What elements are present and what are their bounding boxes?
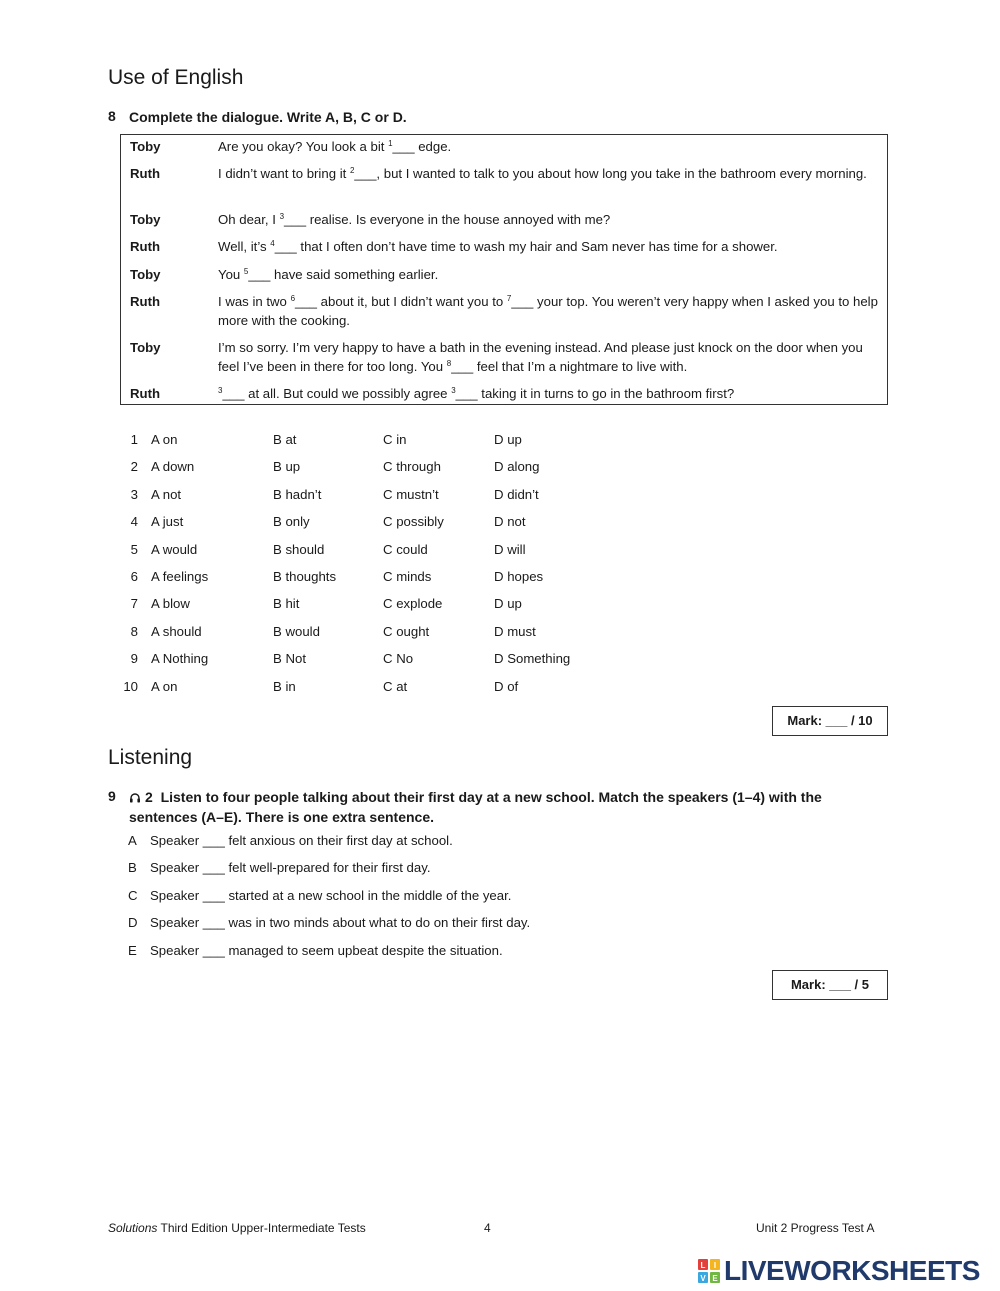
sentence-text: Speaker ___ managed to seem upbeat despite the situation. [150, 942, 503, 958]
dialogue-fragment: Are you okay? You look a bit [218, 139, 389, 154]
svg-text:E: E [712, 1274, 718, 1283]
dialogue-fragment: ___ your top. You weren’t very happy when I asked you to help more with the cooking. [218, 294, 878, 328]
option-a: A on [151, 678, 178, 694]
speaker-name: Toby [130, 267, 161, 282]
option-c: C could [383, 541, 428, 557]
option-c: C mustn’t [383, 486, 439, 502]
footer-test-name: Unit 2 Progress Test A [756, 1221, 875, 1235]
option-a: A should [151, 623, 202, 639]
speaker-name: Ruth [130, 386, 161, 401]
dialogue-fragment: ___, but I wanted to talk to you about how long you take in the bathroom every morning. [354, 166, 867, 181]
headphones-icon [129, 790, 141, 808]
sentence-letter: D [128, 915, 138, 931]
option-c: C No [383, 651, 414, 667]
dialogue-text [218, 237, 878, 256]
sentence-text: Speaker ___ was in two minds about what to do on their first day. [150, 915, 531, 931]
gap-number: 3 [279, 212, 285, 221]
option-d: D of [494, 678, 519, 694]
option-b: B up [273, 459, 301, 475]
speaker-name: Ruth [130, 166, 161, 181]
section-heading-listening: Listening [108, 746, 193, 769]
option-c: C in [383, 432, 407, 447]
option-b: B should [273, 541, 325, 557]
option-number: 5 [130, 541, 138, 557]
option-b: B thoughts [273, 569, 337, 584]
option-number: 1 [130, 432, 138, 447]
dialogue-fragment: Oh dear, I [218, 212, 280, 227]
dialogue-fragment: ___ about it, but I didn’t want you to [295, 294, 507, 309]
option-b: B only [273, 514, 310, 530]
option-c: C ought [383, 623, 430, 639]
sentence-letter: B [128, 860, 137, 876]
track-number: 2 [145, 789, 153, 805]
option-d: D up [494, 432, 522, 447]
dialogue-box [120, 134, 888, 405]
task-number: 9 [108, 788, 116, 804]
option-d: D Something [494, 651, 571, 667]
dialogue-text [218, 137, 878, 156]
dialogue-fragment: I was in two [218, 294, 291, 309]
section-heading-use-of-english: Use of English [108, 66, 244, 89]
svg-text:L: L [700, 1261, 706, 1270]
option-number: 3 [130, 486, 138, 502]
dialogue-text [218, 265, 878, 284]
option-a: A just [151, 514, 184, 530]
option-a: A feelings [151, 569, 209, 584]
gap-number: 7 [506, 294, 512, 303]
option-c: C through [383, 459, 441, 475]
task-9-text [129, 788, 869, 826]
dialogue-fragment: ___ that I often don’t have time to wash my hair and Sam never has time for a shower. [274, 239, 778, 254]
task-title: Listen to four people talking about their first day at a new school. Match the speakers (1–4) with the sentences (A–E). There is one extra sentence. [129, 789, 822, 825]
dialogue-fragment: I didn’t want to bring it [218, 166, 350, 181]
mark-box-task-8: Mark: ___ / 10 [772, 706, 888, 736]
sentence-letter: C [128, 887, 138, 903]
option-c: C at [383, 678, 408, 694]
book-title-rest: Third Edition Upper-Intermediate Tests [157, 1221, 366, 1235]
option-a: A not [151, 486, 182, 502]
option-d: D must [494, 623, 536, 639]
speaker-name: Ruth [130, 239, 161, 254]
gap-number: 3 [451, 386, 456, 395]
task-8-instruction [108, 108, 888, 128]
dialogue-fragment: I’m so sorry. I’m very happy to have a bath in the evening instead. And please just knock on the door when you feel I’ve been in there for too long. You [218, 340, 863, 374]
sentence-letter: A [128, 833, 137, 848]
option-d: D along [494, 459, 540, 475]
gap-number: 4 [270, 239, 275, 248]
speaker-name: Toby [130, 340, 161, 355]
option-a: A down [151, 459, 195, 475]
dialogue-text [218, 210, 878, 229]
dialogue-fragment: ___ have said something earlier. [248, 267, 439, 282]
logo-text: LIVEWORKSHEETS [724, 1255, 980, 1286]
svg-text:I: I [713, 1261, 717, 1270]
task-number: 8 [108, 108, 116, 124]
task-title: Complete the dialogue. Write A, B, C or D. [129, 109, 407, 125]
logo-blocks-icon [697, 1258, 721, 1284]
gap-number: 5 [243, 267, 249, 276]
dialogue-text [218, 384, 878, 403]
dialogue-text [218, 292, 878, 330]
option-d: D not [494, 514, 526, 530]
dialogue-fragment: Well, it’s [218, 239, 271, 254]
speaker-name: Toby [130, 139, 161, 154]
option-number: 9 [130, 651, 138, 667]
dialogue-text [218, 338, 878, 376]
book-title: Solutions [108, 1221, 158, 1235]
option-number: 10 [123, 678, 138, 694]
task-9-instruction [108, 788, 888, 828]
dialogue-fragment: ___ edge. [392, 139, 452, 154]
option-d: D hopes [494, 569, 544, 584]
footer-page-number: 4 [484, 1221, 491, 1235]
option-number: 2 [130, 459, 138, 475]
option-d: D didn’t [494, 486, 539, 502]
mark-box-task-9: Mark: ___ / 5 [772, 970, 888, 1000]
sentence-text: Speaker ___ started at a new school in the middle of the year. [150, 887, 512, 903]
option-d: D up [494, 596, 522, 612]
gap-number: 2 [349, 166, 355, 175]
option-b: B in [273, 678, 296, 694]
option-b: B would [273, 623, 320, 639]
option-d: D will [494, 541, 526, 557]
option-b: B hit [273, 596, 300, 612]
option-number: 4 [130, 514, 138, 530]
option-a: A Nothing [151, 651, 209, 667]
dialogue-fragment: ___ realise. Is everyone in the house annoyed with me? [284, 212, 611, 227]
option-c: C possibly [383, 514, 444, 530]
gap-number: 6 [290, 294, 296, 303]
option-number: 6 [130, 569, 138, 584]
option-b: B Not [273, 651, 306, 667]
dialogue-fragment: ___ feel that I’m a nightmare to live with. [451, 359, 688, 374]
option-b: B hadn’t [273, 486, 322, 502]
dialogue-fragment: ___ at all. But could we possibly agree [222, 386, 452, 401]
sentence-letter: E [128, 942, 137, 958]
footer-book-title [108, 1221, 366, 1235]
option-number: 7 [130, 596, 138, 612]
option-a: A would [151, 541, 198, 557]
gap-number: 3 [218, 386, 223, 395]
sentence-text: Speaker ___ felt anxious on their first day at school. [150, 833, 453, 848]
gap-number: 1 [388, 139, 393, 148]
gap-number: 8 [446, 359, 452, 368]
option-c: C explode [383, 596, 443, 612]
dialogue-fragment: You [218, 267, 244, 282]
dialogue-text [218, 164, 878, 183]
speaker-name: Toby [130, 212, 161, 227]
svg-text:V: V [700, 1274, 706, 1283]
dialogue-fragment: ___ taking it in turns to go in the bathroom first? [455, 386, 735, 401]
option-b: B at [273, 432, 297, 447]
option-a: A blow [151, 596, 190, 612]
option-a: A on [151, 432, 178, 447]
option-c: C minds [383, 569, 432, 584]
sentence-text: Speaker ___ felt well-prepared for their first day. [150, 860, 431, 876]
option-number: 8 [130, 623, 138, 639]
speaker-name: Ruth [130, 294, 161, 309]
